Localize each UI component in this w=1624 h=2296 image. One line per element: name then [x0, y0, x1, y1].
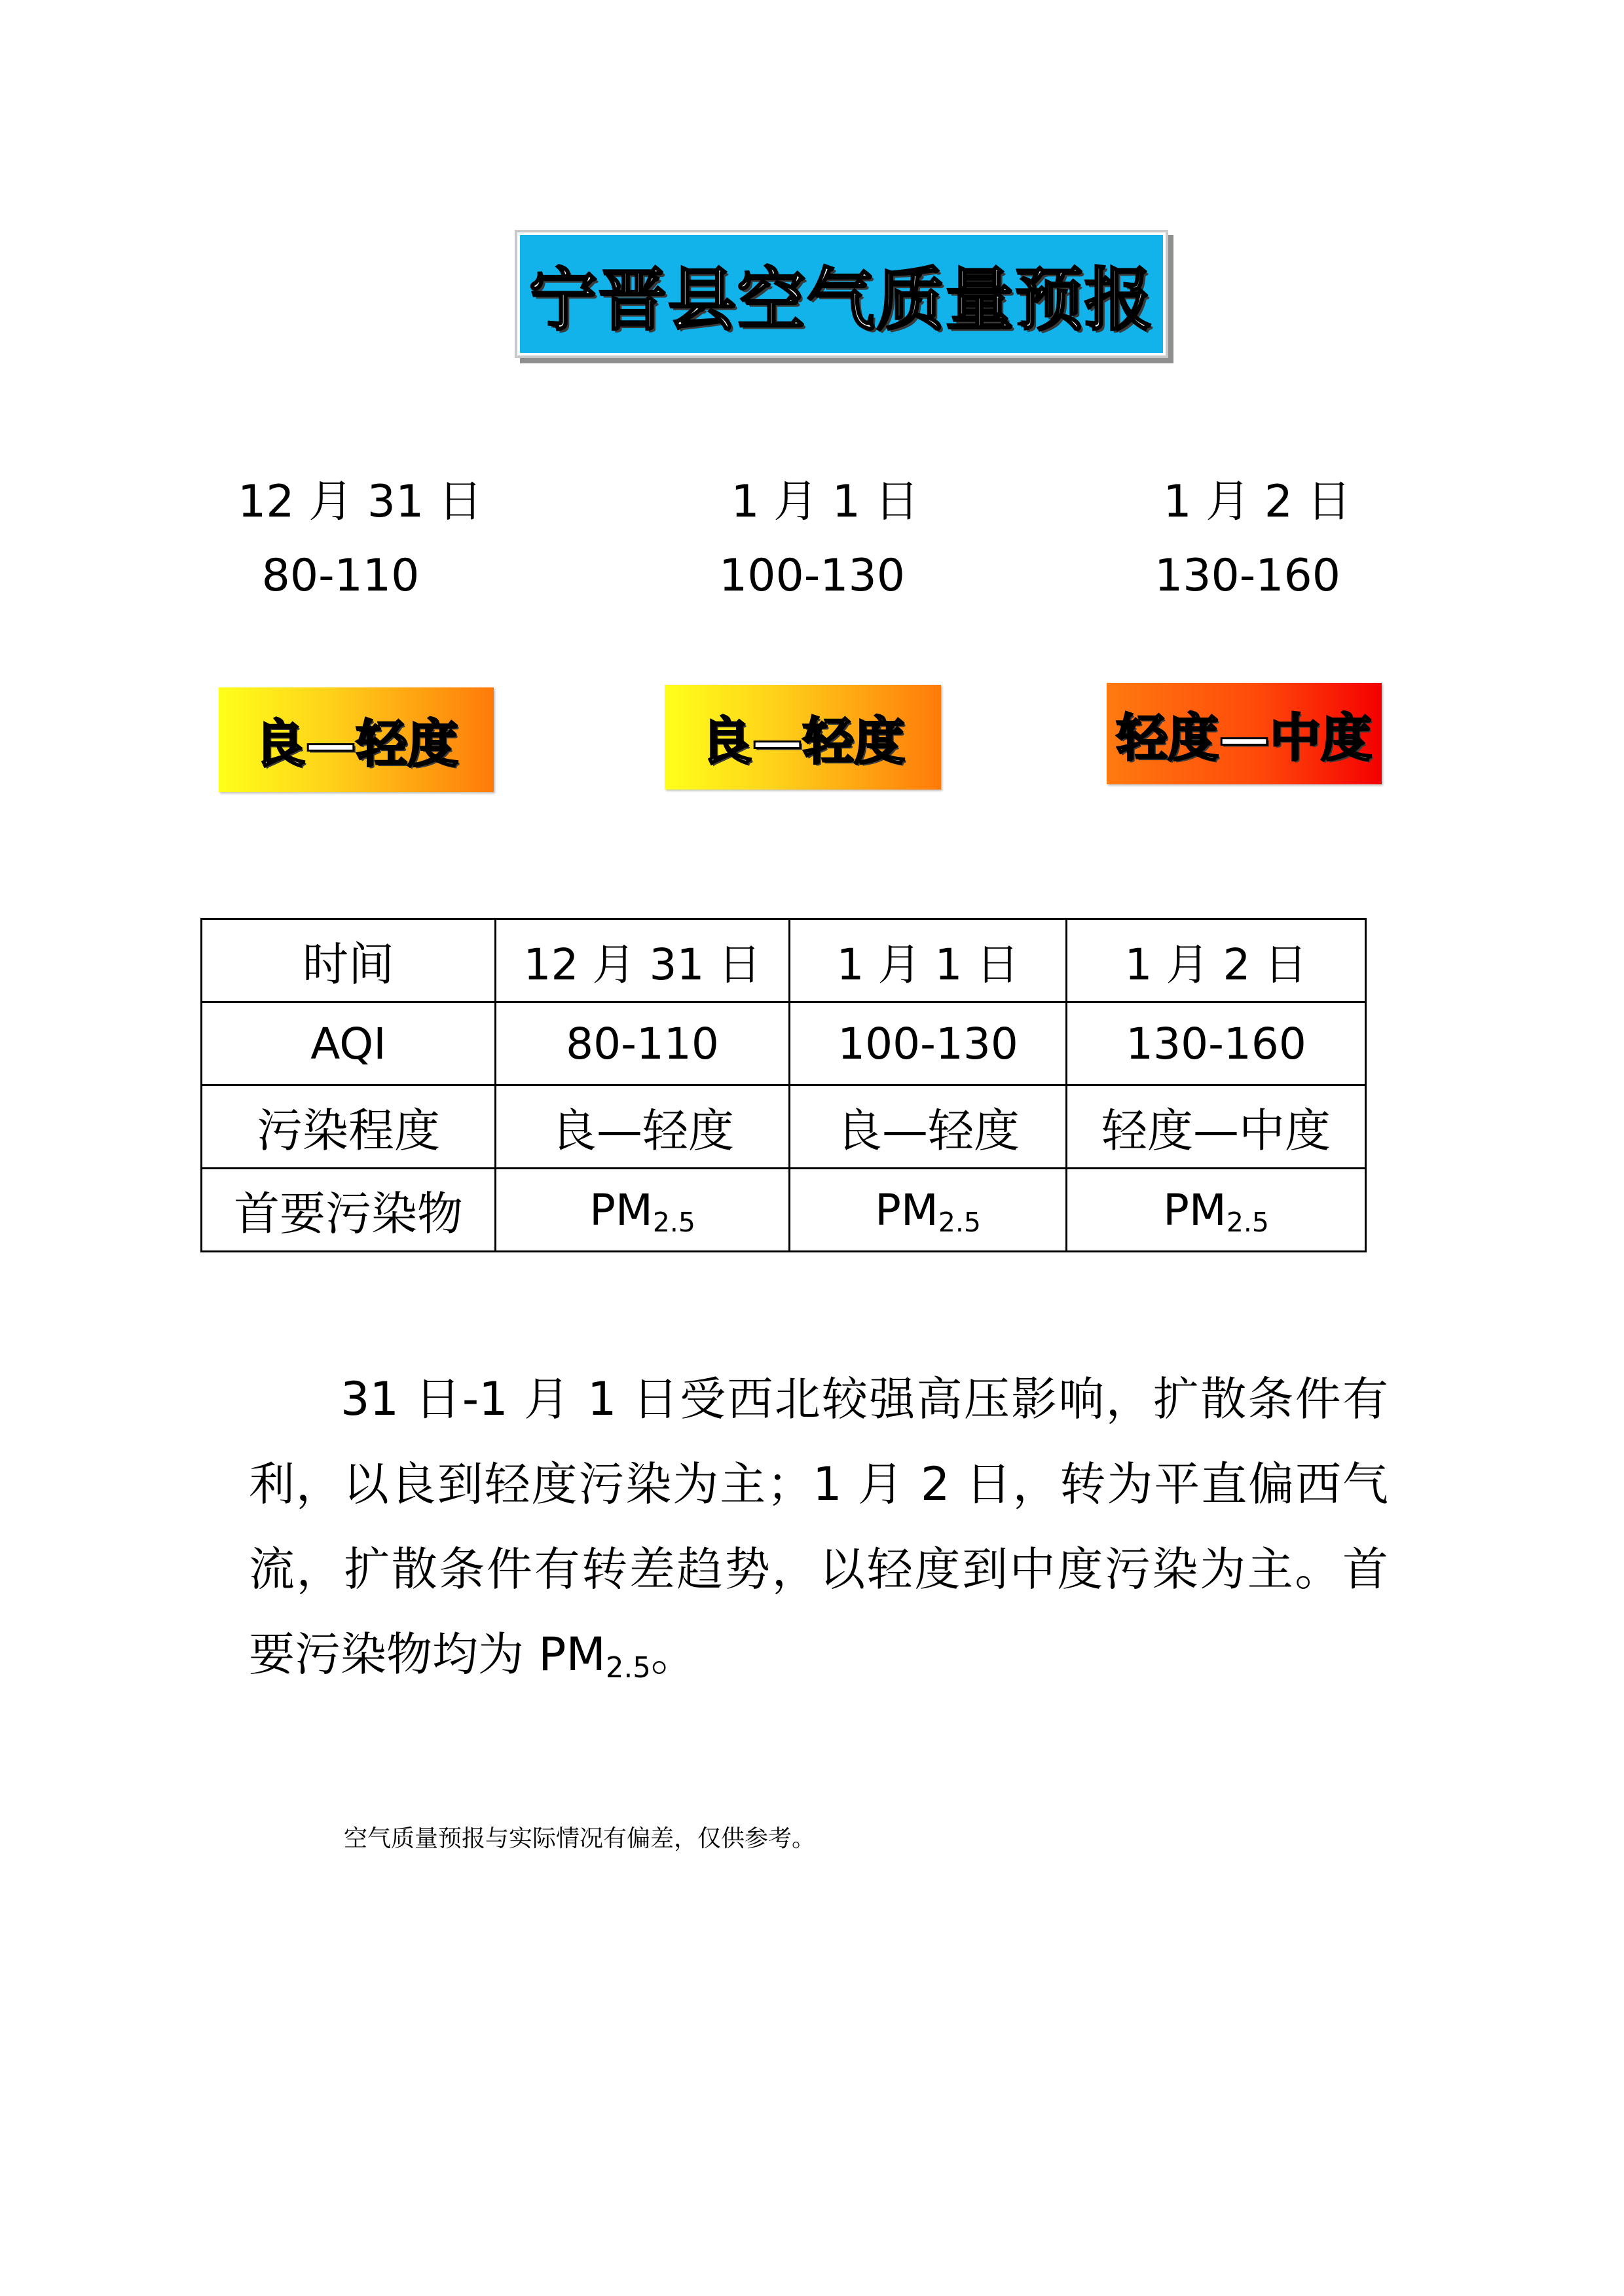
summary-aqi-3: 130-160	[1154, 550, 1341, 602]
table-cell: 良—轻度	[496, 1085, 790, 1169]
level-badge-1	[219, 687, 494, 792]
page-title: 宁晋县空气质量预报	[528, 260, 1154, 340]
row-header-level: 污染程度	[202, 1085, 496, 1169]
level-badge-3	[1107, 683, 1382, 784]
row-header-pollutant: 首要污染物	[202, 1169, 496, 1252]
table-cell: 100-130	[790, 1002, 1067, 1085]
table-cell: 12 月 31 日	[496, 919, 790, 1002]
forecast-table	[200, 918, 1367, 1252]
pm-sub: 2.5	[938, 1206, 981, 1238]
description-text: 31 日-1 月 1 日受西北较强高压影响，扩散条件有利，以良到轻度污染为主；1 月 2 日，转为平直偏西气流，扩散条件有转差趋势，以轻度到中度污染为主。首要污染物均为	[249, 1372, 1388, 1681]
summary-aqi-2: 100-130	[718, 550, 906, 602]
table-cell: 轻度—中度	[1067, 1085, 1366, 1169]
pm-sub: 2.5	[652, 1206, 695, 1238]
description-pm-main: PM	[538, 1628, 606, 1681]
table-cell: 良—轻度	[790, 1085, 1067, 1169]
row-header-time: 时间	[202, 919, 496, 1002]
table-cell: 80-110	[496, 1002, 790, 1085]
table-row-time	[202, 919, 1366, 1002]
summary-aqi-1: 80-110	[261, 550, 420, 602]
title-banner	[517, 232, 1166, 355]
table-cell	[496, 1169, 790, 1252]
level-badge-label: 轻度—中度	[1116, 708, 1372, 768]
level-badge-label: 良—轻度	[700, 712, 905, 771]
summary-date-2: 1 月 1 日	[731, 476, 919, 528]
table-cell: 1 月 1 日	[790, 919, 1067, 1002]
table-cell: 130-160	[1067, 1002, 1366, 1085]
description-end: 。	[650, 1628, 697, 1681]
pm-main: PM	[1163, 1184, 1227, 1235]
forecast-description	[249, 1357, 1388, 1697]
disclaimer-note: 空气质量预报与实际情况有偏差，仅供参考。	[344, 1825, 816, 1852]
table-cell	[790, 1169, 1067, 1252]
pm-sub: 2.5	[1226, 1206, 1269, 1238]
summary-date-1: 12 月 31 日	[238, 476, 483, 528]
table-row-pollutant	[202, 1169, 1366, 1252]
table-cell	[1067, 1169, 1366, 1252]
table-row-aqi	[202, 1002, 1366, 1085]
table-row-level	[202, 1085, 1366, 1169]
level-badge-label: 良—轻度	[253, 715, 458, 774]
row-header-aqi: AQI	[202, 1002, 496, 1085]
pm-main: PM	[875, 1184, 938, 1235]
pm-main: PM	[589, 1184, 653, 1235]
summary-date-3: 1 月 2 日	[1163, 476, 1352, 528]
level-badge-2	[665, 685, 941, 790]
table-cell: 1 月 2 日	[1067, 919, 1366, 1002]
description-pm-sub: 2.5	[605, 1651, 651, 1685]
